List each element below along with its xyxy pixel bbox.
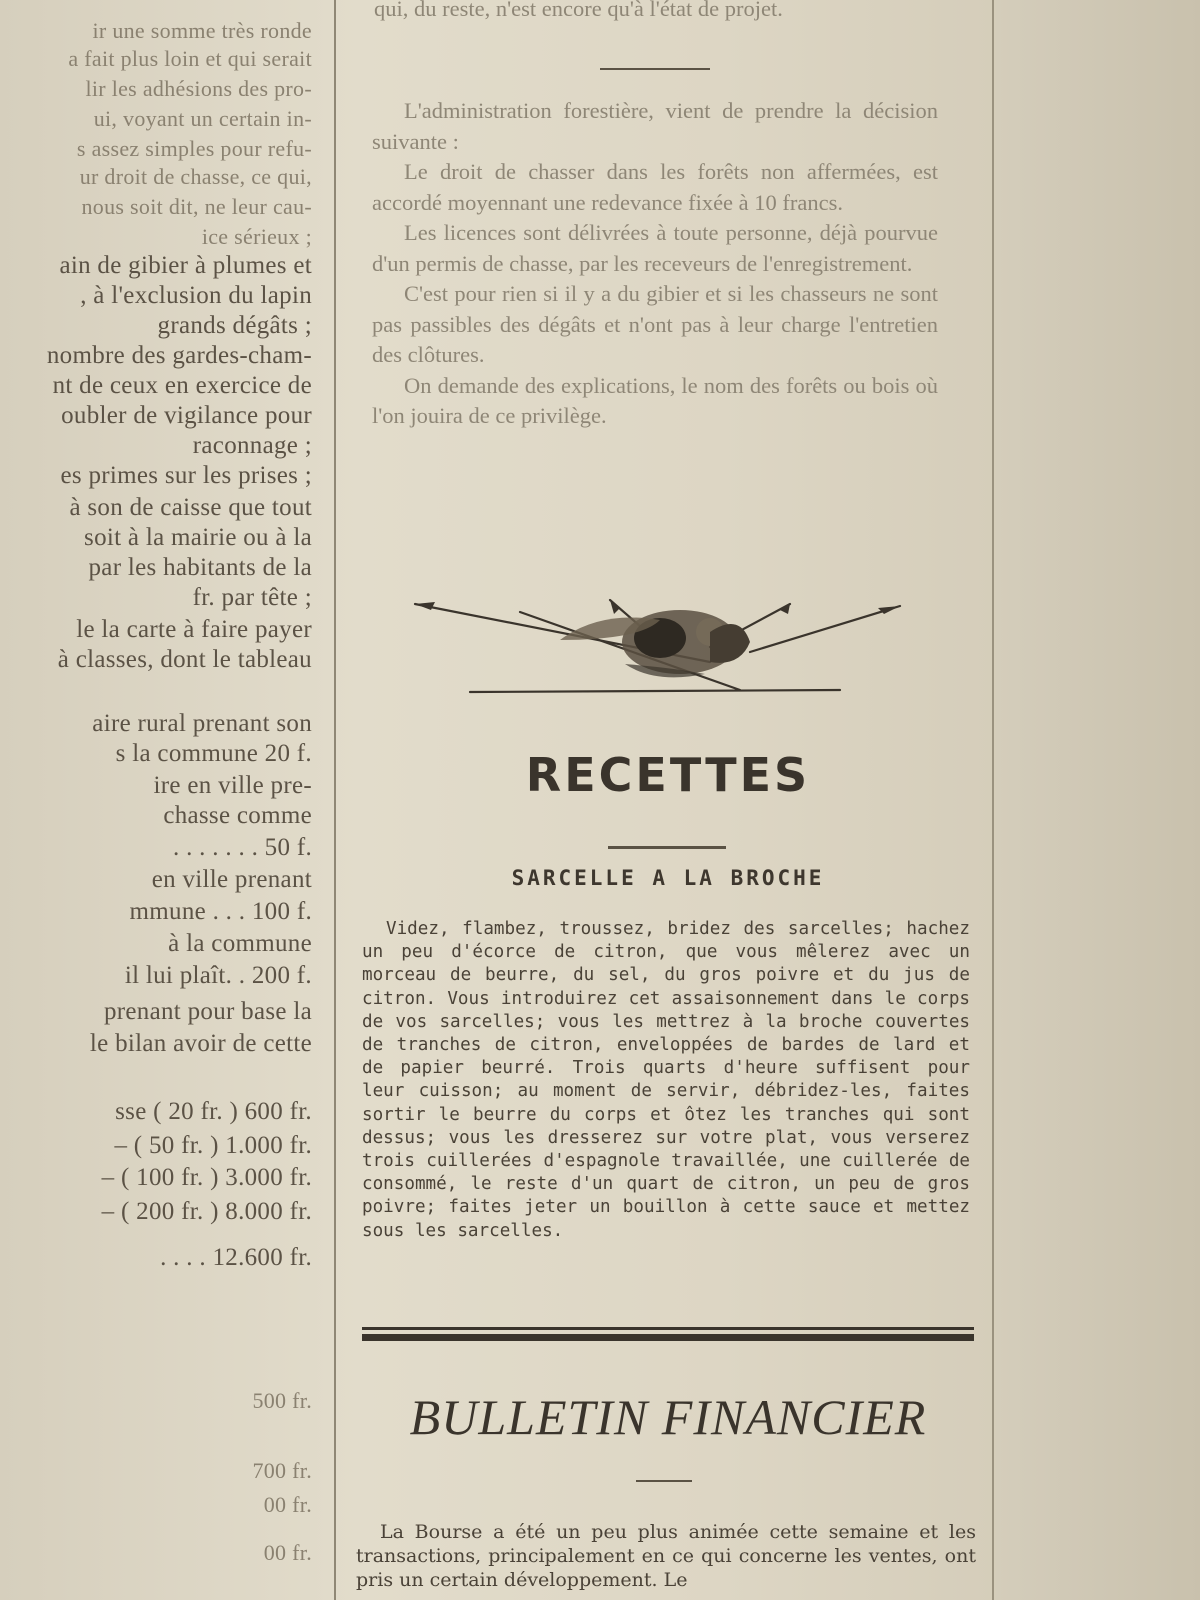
recipe-title: SARCELLE A LA BROCHE — [511, 866, 825, 890]
left-column-line: par les habitants de la — [88, 554, 312, 581]
left-column-line: 700 fr. — [252, 1458, 312, 1483]
right-column-divider — [992, 0, 994, 1600]
forestry-paragraph: Les licences sont délivrées à toute personne, déjà pourvue d'un permis de chasse, par les receveurs de l'enregistrement. — [372, 220, 938, 276]
bulletin-body — [356, 1520, 976, 1592]
crossed-spears-emblem-icon — [410, 592, 910, 702]
left-column-line: s assez simples pour refu- — [76, 136, 312, 161]
left-column-line: le bilan avoir de cette — [89, 1030, 312, 1057]
left-column-line: prenant pour base la — [103, 998, 312, 1025]
bulletin-rule — [636, 1480, 692, 1482]
heading-rule — [608, 846, 726, 849]
forestry-paragraph: Le droit de chasser dans les forêts non affermées, est accordé moyennant une redevance fixée à 10 francs. — [372, 159, 938, 215]
left-column-line: nombre des gardes-cham- — [46, 342, 312, 369]
left-column-line: a fait plus loin et qui serait — [68, 46, 312, 71]
left-column-line: ice sérieux ; — [201, 224, 312, 249]
left-column-line: fr. par tête ; — [192, 584, 312, 611]
left-column-line: – ( 200 fr. ) 8.000 fr. — [101, 1198, 312, 1225]
left-column-line: s la commune 20 f. — [115, 740, 312, 767]
left-column-line: à la commune — [168, 930, 312, 957]
recipe-text: Videz, flambez, troussez, bridez des sarcelles; hachez un peu d'écorce de citron, que vous mêlerez avec un morceau de beurre, du sel, du gros poivre et du jus de citron. Vous introduirez cet assaisonnement dans le corps de vos sarcelles; vous les mettrez à la broche couvertes de tranches de citron, enveloppées de bardes de lard et de papier beurré. Trois quarts d'heure suffisent pour leur cuisson; au moment de servir, débridez-les, faites sortir le beurre du corps et ôtez les tranches qui sont dessus; vous les dresserez sur votre plat, vous verserez trois cuillerées d'espagnole travaillée, une cuillerée de consommé, le reste d'un quart de citron, un peu de gros poivre; faites jeter un bouillon à cette sauce et mettez sous les sarcelles. — [362, 919, 970, 1241]
top-fragment-text: qui, du reste, n'est encore qu'à l'état de projet. — [374, 0, 783, 21]
left-column-line: , à l'exclusion du lapin — [80, 282, 312, 309]
left-column-line: ire en ville pre- — [153, 772, 312, 799]
left-column-line: es primes sur les prises ; — [60, 462, 312, 489]
left-column-line: il lui plaît. . 200 f. — [124, 962, 312, 989]
left-column-line: aire rural prenant son — [92, 710, 312, 737]
left-column-line: oubler de vigilance pour — [61, 402, 312, 429]
bulletin-heading: BULLETIN FINANCIER — [409, 1389, 927, 1445]
section-double-rule — [362, 1327, 974, 1330]
left-column-line: 00 fr. — [263, 1540, 312, 1565]
forestry-article — [372, 96, 938, 432]
left-column-line: mmune . . . 100 f. — [129, 898, 312, 925]
forestry-paragraph: On demande des explications, le nom des forêts ou bois où l'on jouira de ce privilège. — [372, 372, 938, 428]
left-column-line: . . . . . . . 50 f. — [172, 834, 312, 861]
left-column-line: ui, voyant un certain in- — [93, 106, 312, 131]
left-column-line: 00 fr. — [263, 1492, 312, 1517]
recipe-body — [362, 918, 970, 1243]
left-column-line: lir les adhésions des pro- — [85, 76, 312, 101]
left-column-line: 500 fr. — [252, 1388, 312, 1413]
left-column-line: . . . . 12.600 fr. — [160, 1244, 312, 1271]
left-column-line: – ( 100 fr. ) 3.000 fr. — [101, 1164, 312, 1191]
left-column-line: sse ( 20 fr. ) 600 fr. — [115, 1098, 312, 1125]
left-column-line: grands dégâts ; — [157, 312, 312, 339]
left-column-line: à son de caisse que tout — [69, 494, 312, 521]
left-column-line: – ( 50 fr. ) 1.000 fr. — [114, 1132, 312, 1159]
section-double-rule-thick — [362, 1334, 974, 1341]
left-column-line: en ville prenant — [151, 866, 312, 893]
left-column-line: nous soit dit, ne leur cau- — [81, 194, 312, 219]
left-column-line: chasse comme — [163, 802, 312, 829]
section-rule — [600, 68, 710, 70]
right-page-edge — [996, 0, 1200, 1600]
left-column-line: le la carte à faire payer — [76, 616, 312, 643]
forestry-paragraph: L'administration forestière, vient de prendre la décision suivante : — [372, 98, 938, 154]
top-fragment — [374, 0, 934, 25]
recettes-heading: RECETTES — [525, 748, 811, 802]
left-column-line: ir une somme très ronde — [92, 18, 312, 43]
column-divider — [334, 0, 336, 1600]
left-column-line: ain de gibier à plumes et — [59, 252, 312, 279]
left-column-line: raconnage ; — [192, 432, 312, 459]
forestry-paragraph: C'est pour rien si il y a du gibier et si les chasseurs ne sont pas passibles des dégâts et n'ont pas à leur charge l'entretien des clôtures. — [372, 281, 938, 367]
left-column — [0, 0, 330, 1600]
left-column-line: à classes, dont le tableau — [57, 646, 312, 673]
left-column-line: ur droit de chasse, ce qui, — [79, 164, 312, 189]
bulletin-text: La Bourse a été un peu plus animée cette semaine et les transactions, principalement en ce qui concerne les ventes, ont pris un certain développement. Le — [356, 1521, 976, 1591]
left-column-line: soit à la mairie ou à la — [84, 524, 312, 551]
left-column-line: nt de ceux en exercice de — [52, 372, 312, 399]
